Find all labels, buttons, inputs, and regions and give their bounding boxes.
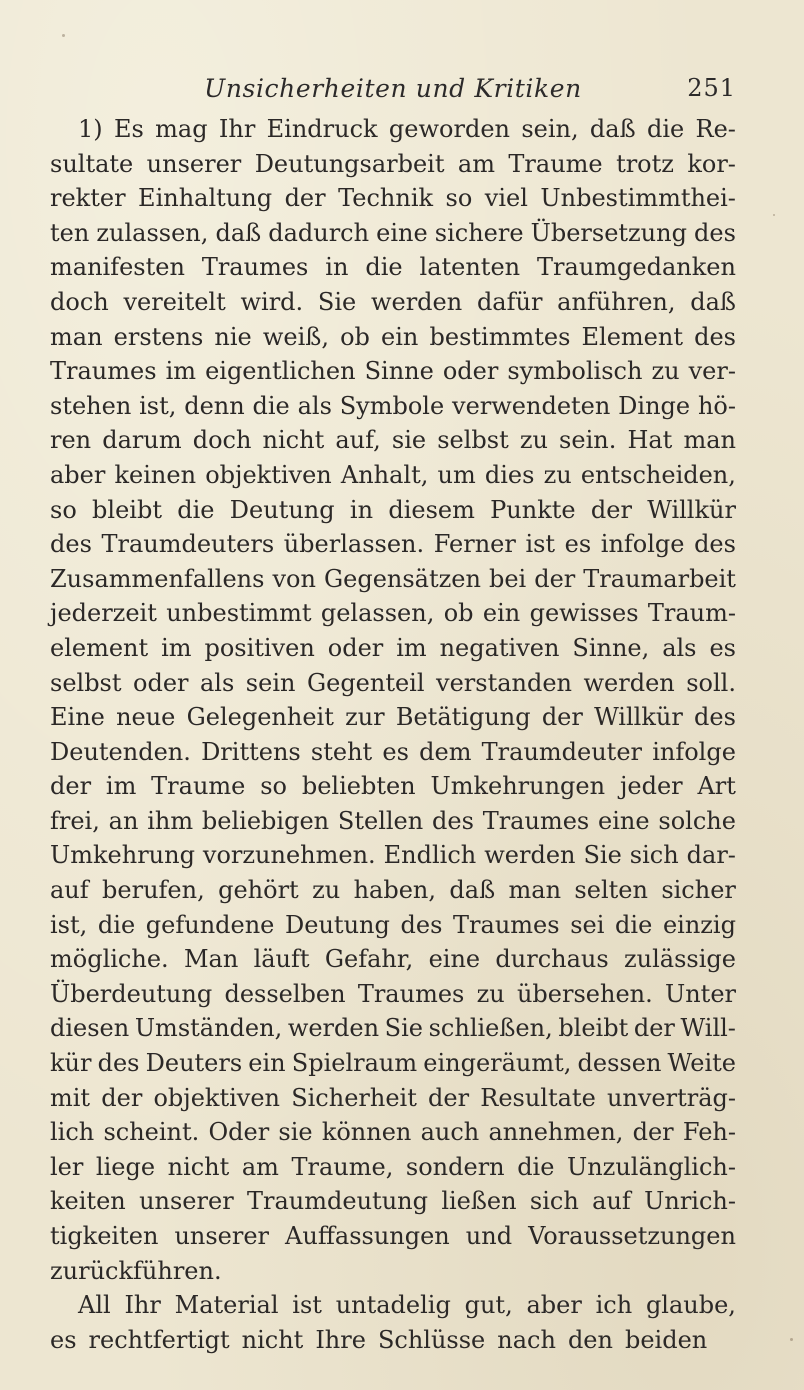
- text-line: selbst oder als sein Gegenteil verstanden werden soll.: [50, 668, 736, 697]
- text-line: frei, an ihm beliebigen Stellen des Traumes eine solche: [50, 806, 736, 835]
- text-line: Zusammenfallens von Gegensätzen bei der Traumarbeit: [50, 564, 736, 593]
- text-line: sultate unserer Deutungsarbeit am Traume trotz kor-: [50, 149, 736, 178]
- text-line: diesen Umständen, werden Sie schließen, bleibt der Will-: [50, 1014, 736, 1043]
- running-title: Unsicherheiten und Kritiken: [204, 74, 582, 103]
- text-line: Traumes im eigentlichen Sinne oder symbolisch zu ver-: [50, 357, 736, 386]
- text-line: so bleibt die Deutung in diesem Punkte der Willkür: [50, 495, 736, 524]
- text-line: ler liege nicht am Traume, sondern die Unzulänglich-: [50, 1152, 736, 1181]
- page-header: [50, 70, 736, 106]
- text-line: jederzeit unbestimmt gelassen, ob ein gewisses Traum-: [50, 599, 736, 628]
- text-line: manifesten Traumes in die latenten Traumgedanken: [50, 253, 736, 282]
- text-line: lich scheint. Oder sie können auch annehmen, der Feh-: [50, 1118, 736, 1147]
- text-line: ten zulassen, daß dadurch eine sichere Übersetzung des: [50, 218, 736, 247]
- text-line: man erstens nie weiß, ob ein bestimmtes Element des: [50, 322, 736, 351]
- text-line: zurückführen.: [50, 1256, 222, 1285]
- text-line: tigkeiten unserer Auffassungen und Voraussetzungen: [50, 1222, 736, 1250]
- text-line: aber keinen objektiven Anhalt, um dies zu entscheiden,: [50, 460, 736, 489]
- text-line: mögliche. Man läuft Gefahr, eine durchaus zulässige: [50, 945, 736, 974]
- text-line: ist, die gefundene Deutung des Traumes sei die einzig: [50, 910, 736, 939]
- text-line: keiten unserer Traumdeutung ließen sich auf Unrich-: [50, 1187, 736, 1216]
- text-line: des Traumdeuters überlassen. Ferner ist es infolge des: [50, 530, 736, 559]
- paper-speck: [62, 34, 65, 37]
- text-line: Eine neue Gelegenheit zur Betätigung der Willkür des: [50, 703, 736, 732]
- text-line: Deutenden. Drittens steht es dem Traumdeuter infolge: [50, 737, 736, 766]
- body-text: [50, 112, 736, 1357]
- text-line: Überdeutung desselben Traumes zu übersehen. Unter: [50, 979, 736, 1008]
- text-line: der im Traume so beliebten Umkehrungen jeder Art: [50, 772, 736, 801]
- text-line: mit der objektiven Sicherheit der Resultate unverträg-: [50, 1083, 736, 1112]
- text-line: kür des Deuters ein Spielraum eingeräumt, dessen Weite: [50, 1049, 736, 1078]
- text-line: 1) Es mag Ihr Eindruck geworden sein, daß die Re-: [78, 115, 736, 143]
- text-line: stehen ist, denn die als Symbole verwendeten Dinge hö-: [50, 391, 736, 420]
- text-line: es rechtfertigt nicht Ihre Schlüsse nach den beiden: [50, 1325, 708, 1354]
- text-line: Umkehrung vorzunehmen. Endlich werden Sie sich dar-: [50, 841, 736, 870]
- text-line: All Ihr Material ist untadelig gut, aber ich glaube,: [78, 1291, 736, 1320]
- paper-speck: [790, 1338, 793, 1341]
- paper-speck: [773, 214, 775, 216]
- text-line: ren darum doch nicht auf, sie selbst zu sein. Hat man: [50, 426, 736, 455]
- page-number: 251: [687, 74, 736, 102]
- text-line: doch vereitelt wird. Sie werden dafür anführen, daß: [50, 287, 736, 316]
- text-line: auf berufen, gehört zu haben, daß man selten sicher: [50, 876, 736, 905]
- text-line: element im positiven oder im negativen Sinne, als es: [50, 633, 736, 662]
- text-line: rekter Einhaltung der Technik so viel Unbestimmthei-: [50, 184, 736, 213]
